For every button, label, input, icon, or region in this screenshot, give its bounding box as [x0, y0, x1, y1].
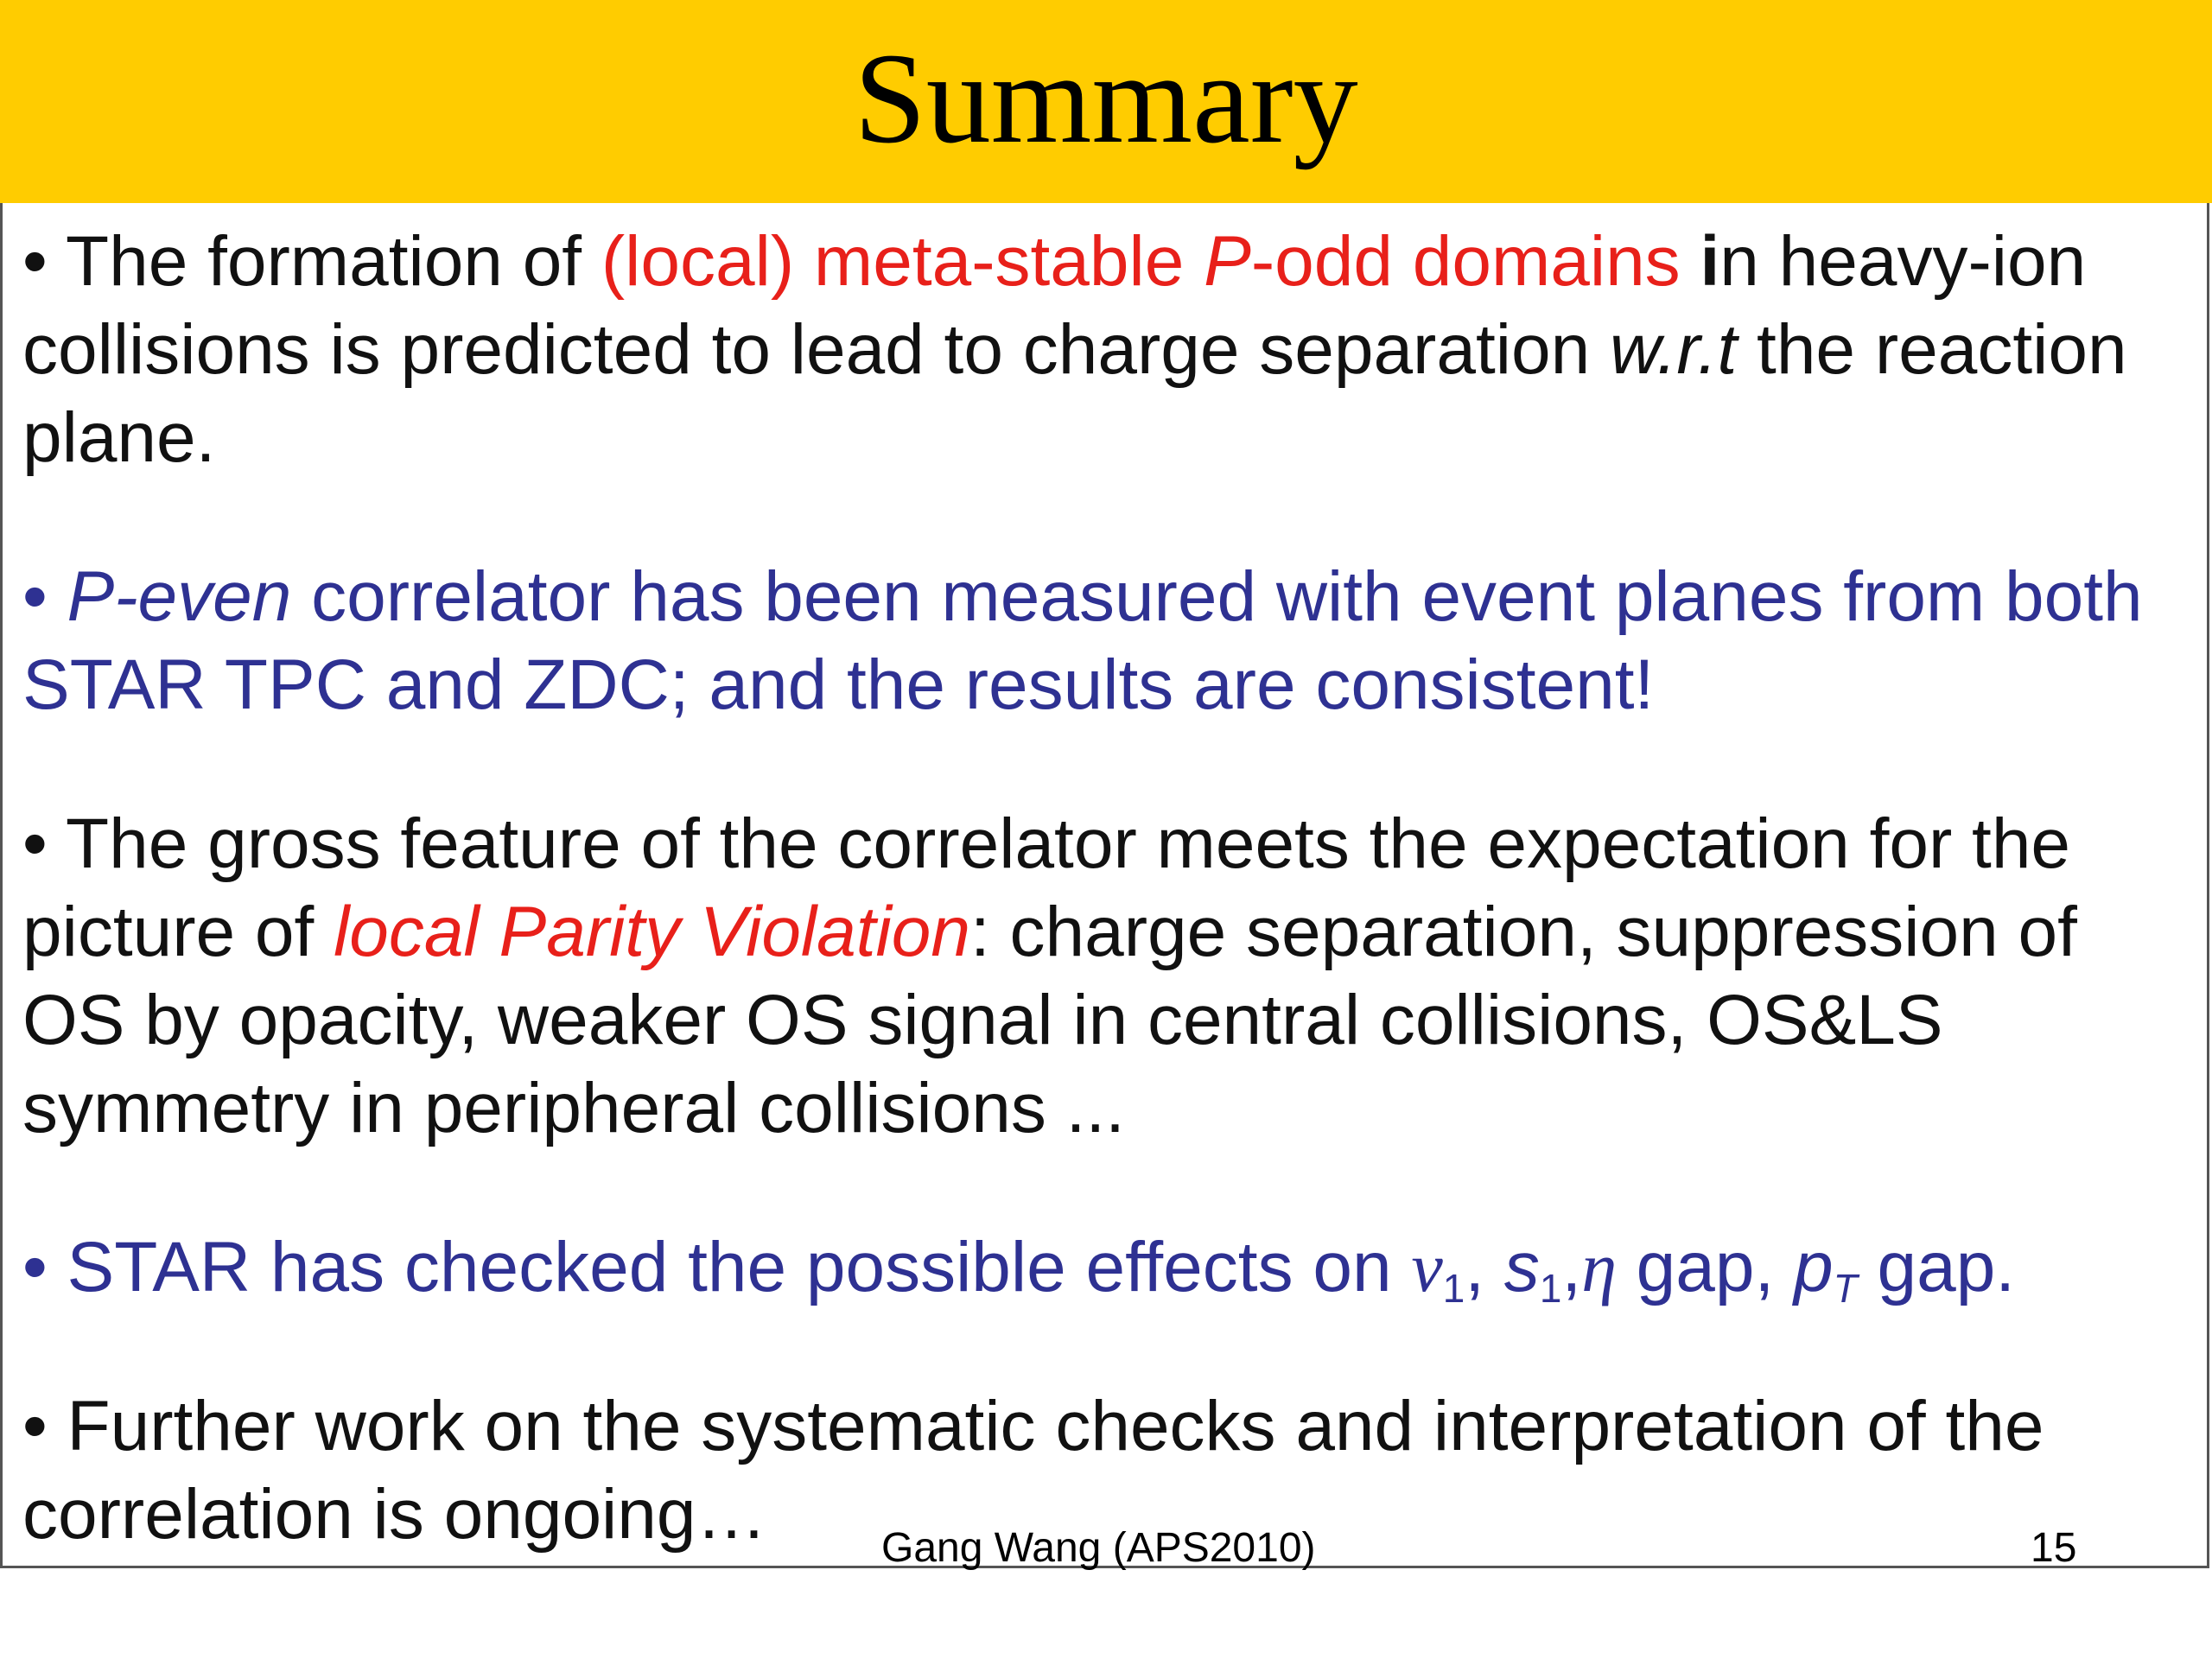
bullet-list [22, 218, 2183, 1630]
bullet-3-lpv: local Parity Violation [334, 893, 970, 971]
bullet-1 [22, 218, 2183, 482]
bullet-2-p-even: P-even [67, 557, 292, 636]
bullet-marker: • [22, 557, 67, 636]
title-bar [0, 0, 2212, 203]
bullet-4-p: p [1794, 1228, 1834, 1306]
bullet-3-text-2: : charge separation, suppression of OS by opacity, weaker OS signal in central collisions, OS&LS symmetry in peripheral collisions ... [22, 893, 2077, 1147]
bullet-2-text: correlator has been measured with event planes from both STAR TPC and ZDC; and the results are consistent! [22, 557, 2143, 724]
bullet-4-v: v [1411, 1228, 1443, 1306]
bullet-4-comma-2: , [1561, 1228, 1582, 1306]
bullet-1-red-text-2: -odd domains [1250, 222, 1681, 301]
bullet-1-bold-i: i [1700, 222, 1720, 301]
bullet-marker: • [22, 804, 67, 883]
page-number: 15 [2031, 1525, 2077, 1571]
bullet-4-text: STAR has checked the possible effects on [67, 1228, 1412, 1306]
bullet-1-red-italic-p: P [1204, 222, 1251, 301]
bullet-1-text-2: n heavy-ion collisions is predicted to lead to charge separation [22, 222, 2087, 389]
bullet-4-text-3: gap. [1857, 1228, 2016, 1306]
bullet-4-v-sub: 1 [1442, 1265, 1465, 1311]
bullet-4-text-2: gap, [1616, 1228, 1795, 1306]
bullet-4-s-sub: 1 [1539, 1265, 1562, 1311]
bullet-marker: • [22, 1387, 67, 1465]
bullet-1-red-text: (local) meta-stable [601, 222, 1205, 301]
bullet-4-comma: , [1465, 1228, 1504, 1306]
bullet-4-s: s [1503, 1228, 1540, 1306]
bullet-marker: • [22, 1228, 67, 1306]
bullet-2 [22, 553, 2183, 729]
footer-author: Gang Wang (APS2010) [881, 1525, 1316, 1571]
bullet-4-eta: η [1581, 1228, 1617, 1306]
bullet-1-space [1681, 222, 1700, 301]
bullet-5-text: Further work on the systematic checks and interpretation of the correlation is ongoing… [22, 1387, 2044, 1554]
bullet-marker: • [22, 222, 67, 301]
bullet-4 [22, 1224, 2183, 1312]
bullet-1-text: The formation of [66, 222, 601, 301]
bullet-1-text-3: the reaction plane. [22, 310, 2127, 477]
bullet-1-wrt: w.r.t [1609, 310, 1738, 389]
bullet-3 [22, 800, 2183, 1153]
bullet-4-p-sub: T [1833, 1265, 1858, 1311]
bullet-3-text: The gross feature of the correlator meets the expectation for the picture of [22, 804, 2071, 971]
slide-title: Summary [854, 26, 1358, 170]
